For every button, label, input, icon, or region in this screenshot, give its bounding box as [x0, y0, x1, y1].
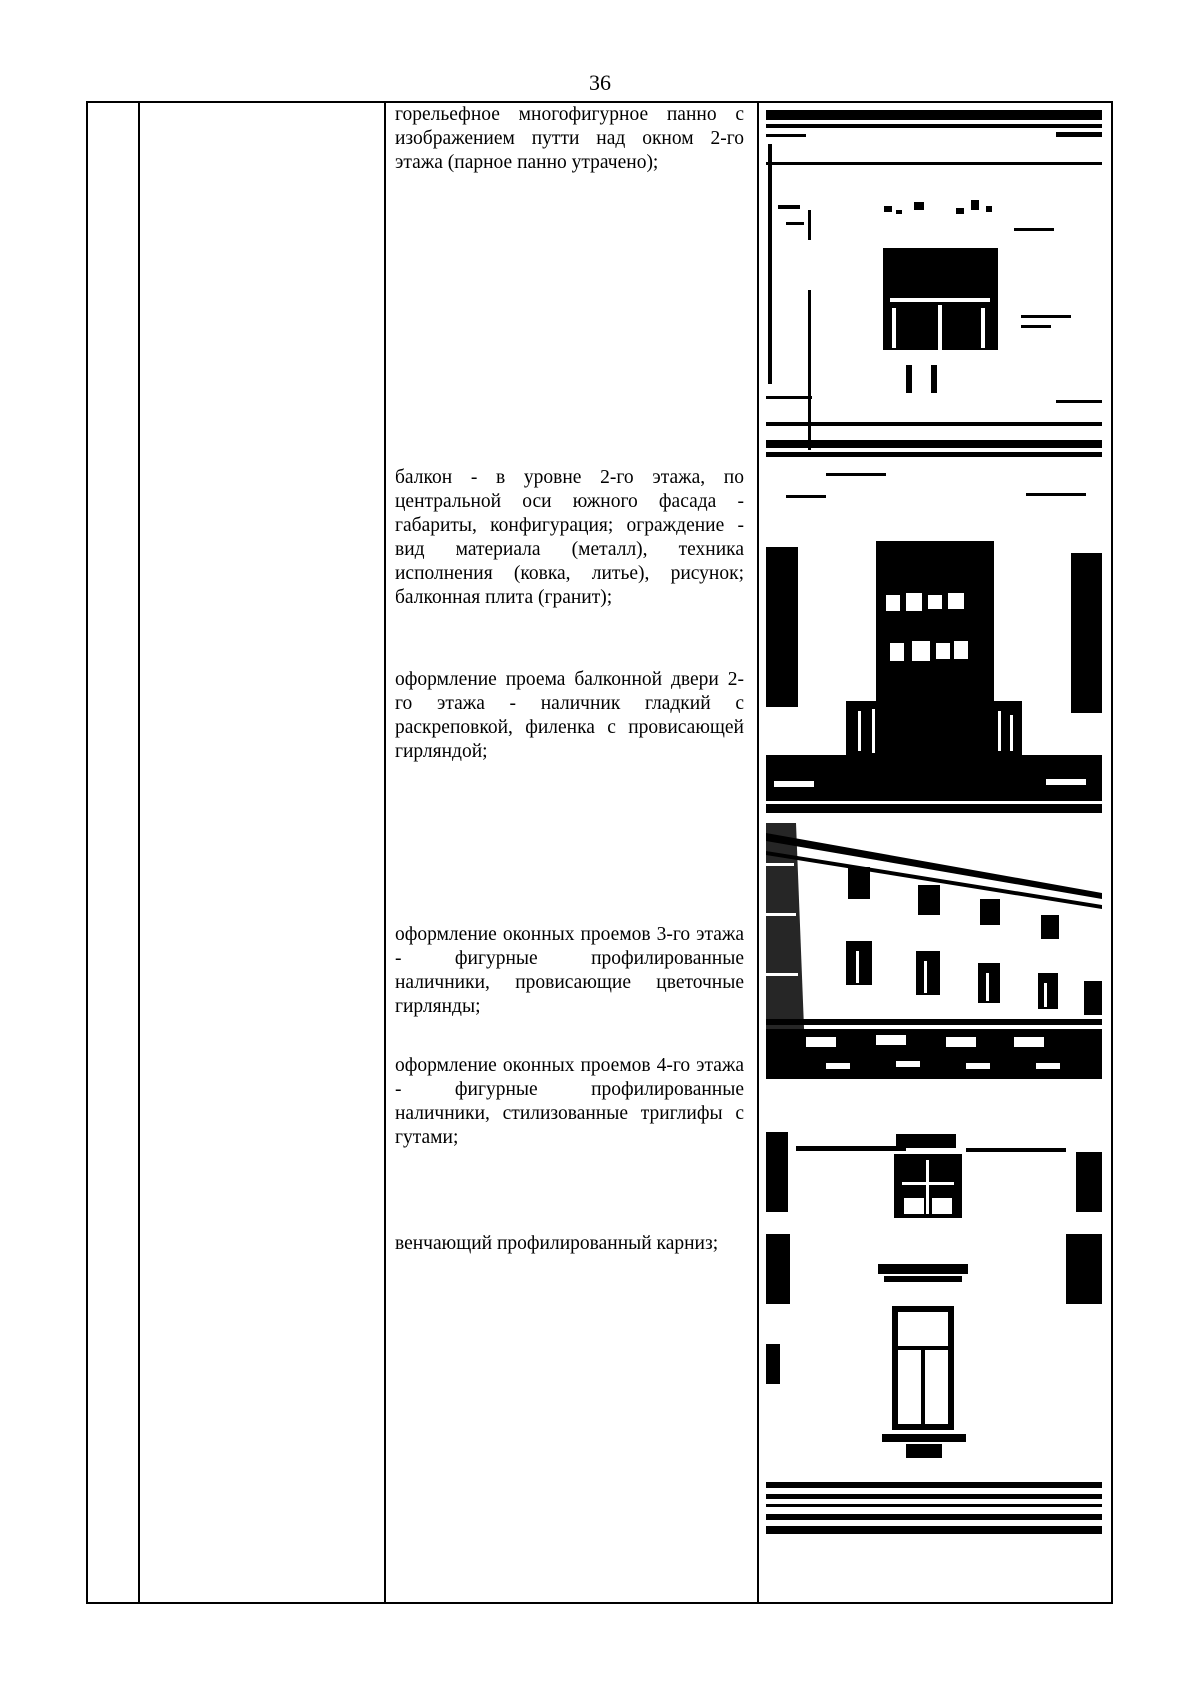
paragraph-balcony-door: оформление проема балконной двери 2-го этажа - наличник гладкий с раскреповкой, филенка с провисающей гирляндой; [395, 669, 744, 762]
column-divider-3 [757, 103, 759, 1602]
upper-floors-facade-photo [766, 823, 1102, 1079]
window-detail-photo [766, 1094, 1102, 1544]
paragraph-3rd-floor-windows: оформление оконных проемов 3-го этажа - фигурные профилированные наличники, провисающие цветочные гирлянды; [395, 924, 744, 1017]
column-divider-2 [384, 103, 386, 1602]
balcony-door-photo [766, 465, 1102, 813]
paragraph-cornice: венчающий профилированный карниз; [395, 1233, 719, 1254]
column-divider-1 [138, 103, 140, 1602]
paragraph-4th-floor-windows: оформление оконных проемов 4-го этажа - фигурные профилированные наличники, стилизованные триглифы с гутами; [395, 1055, 744, 1148]
facade-window-relief-photo [766, 110, 1102, 457]
paragraph-relief-panel: горельефное многофигурное панно с изображением путти над окном 2-го этажа (парное панно утрачено); [395, 104, 744, 173]
paragraph-balcony: балкон - в уровне 2-го этажа, по центральной оси южного фасада - габариты, конфигурация; ограждение - вид материала (металл), техника исполнения (ковка, литье), рисунок; балконная плита (гранит); [395, 467, 744, 608]
page-number: 36 [589, 70, 611, 95]
